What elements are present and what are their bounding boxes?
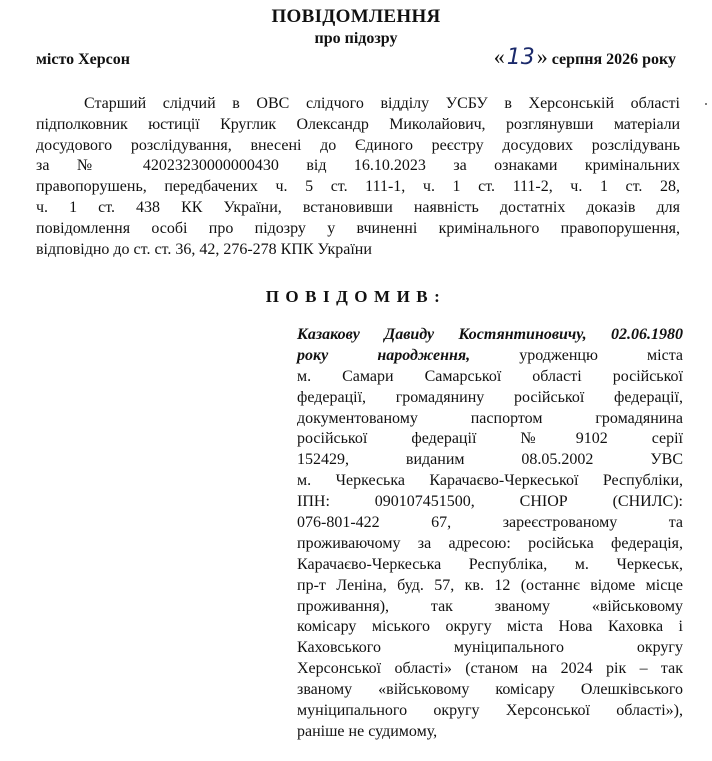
suspect-line bbox=[297, 325, 683, 346]
suspect-line: пр-т Леніна, буд. 57, кв. 12 (останнє відоме місце bbox=[297, 576, 683, 594]
suspect-line: раніше не судимому, bbox=[297, 722, 438, 740]
suspect-birth: року народження, bbox=[297, 346, 471, 364]
date-close-quote: » bbox=[536, 44, 548, 69]
suspect-line: проживаючому за адресою: російська федерація, bbox=[297, 534, 683, 552]
intro-line: ч. 1 ст. 438 КК України, встановивши наявність достатніх доказів для bbox=[36, 198, 680, 216]
suspect-line: 076-801-422 67, зареєстрованому та bbox=[297, 514, 683, 532]
document-subtitle: про підозру bbox=[314, 30, 398, 47]
intro-line: за № 42023230000000430 від 16.10.2023 за ознаками кримінальних bbox=[36, 157, 680, 175]
suspect-line: муніципального округу Херсонської області»), bbox=[297, 702, 683, 720]
suspect-line: 152429, виданим 08.05.2002 УВС bbox=[297, 451, 683, 469]
suspect-line: званому «військовому комісару Олешківського bbox=[297, 681, 683, 699]
city-label: місто Херсон bbox=[36, 51, 130, 68]
intro-line: підполковник юстиції Круглик Олександр Миколайович, розглянувши матеріали bbox=[36, 115, 680, 133]
suspect-line: м. Черкеська Карачаєво-Черкеської Республіки, bbox=[297, 472, 683, 490]
suspect-details bbox=[297, 325, 683, 743]
intro-line: відповідно до ст. ст. 36, 42, 276-278 КПК України bbox=[36, 240, 372, 258]
margin-dot bbox=[705, 103, 707, 105]
date-open-quote: « bbox=[493, 44, 505, 69]
suspect-line: Каховського муніципального округу bbox=[297, 639, 683, 657]
date-day-handwritten: 13 bbox=[506, 45, 535, 70]
suspect-line: ІПН: 090107451500, СНІОР (СНИЛС): bbox=[297, 493, 683, 511]
intro-paragraph bbox=[36, 94, 680, 260]
suspect-line bbox=[297, 346, 683, 367]
suspect-birthplace-start: уродженцю міста bbox=[519, 346, 683, 364]
document-date bbox=[494, 44, 676, 70]
suspect-line: Карачаєво-Черкеська Республіка, м. Черкеськ, bbox=[297, 555, 683, 573]
intro-line: повідомлення особі про підозру у вчиненні кримінального правопорушення, bbox=[36, 219, 680, 237]
suspect-line: м. Самари Самарської області російської bbox=[297, 367, 683, 385]
suspect-line: федерації, громадянину російської федерації, bbox=[297, 388, 683, 406]
suspect-name: Казакову Давиду Костянтиновичу, 02.06.1980 bbox=[297, 326, 683, 343]
suspect-line: Херсонської області» (станом на 2024 рік – так bbox=[297, 660, 683, 678]
section-heading: ПОВІДОМИВ: bbox=[265, 287, 447, 306]
intro-line: Старший слідчий в ОВС слідчого відділу УСБУ в Херсонській області bbox=[84, 95, 680, 112]
document-title: ПОВІДОМЛЕННЯ bbox=[271, 6, 441, 27]
suspect-line: проживання), так званому «військовому bbox=[297, 597, 683, 615]
intro-line: правопорушень, передбачених ч. 5 ст. 111-1, ч. 1 ст. 111-2, ч. 1 ст. 28, bbox=[36, 178, 680, 196]
suspect-line: російської федерації №9102 серії bbox=[297, 430, 683, 448]
suspect-line: комісару міського округу міста Нова Каховка і bbox=[297, 618, 683, 636]
intro-line: досудового розслідування, внесені до Єдиного реєстру досудових розслідувань bbox=[36, 136, 680, 154]
date-month-year: серпня 2026 року bbox=[551, 51, 676, 68]
suspect-line: документованому паспортом громадянина bbox=[297, 409, 683, 427]
